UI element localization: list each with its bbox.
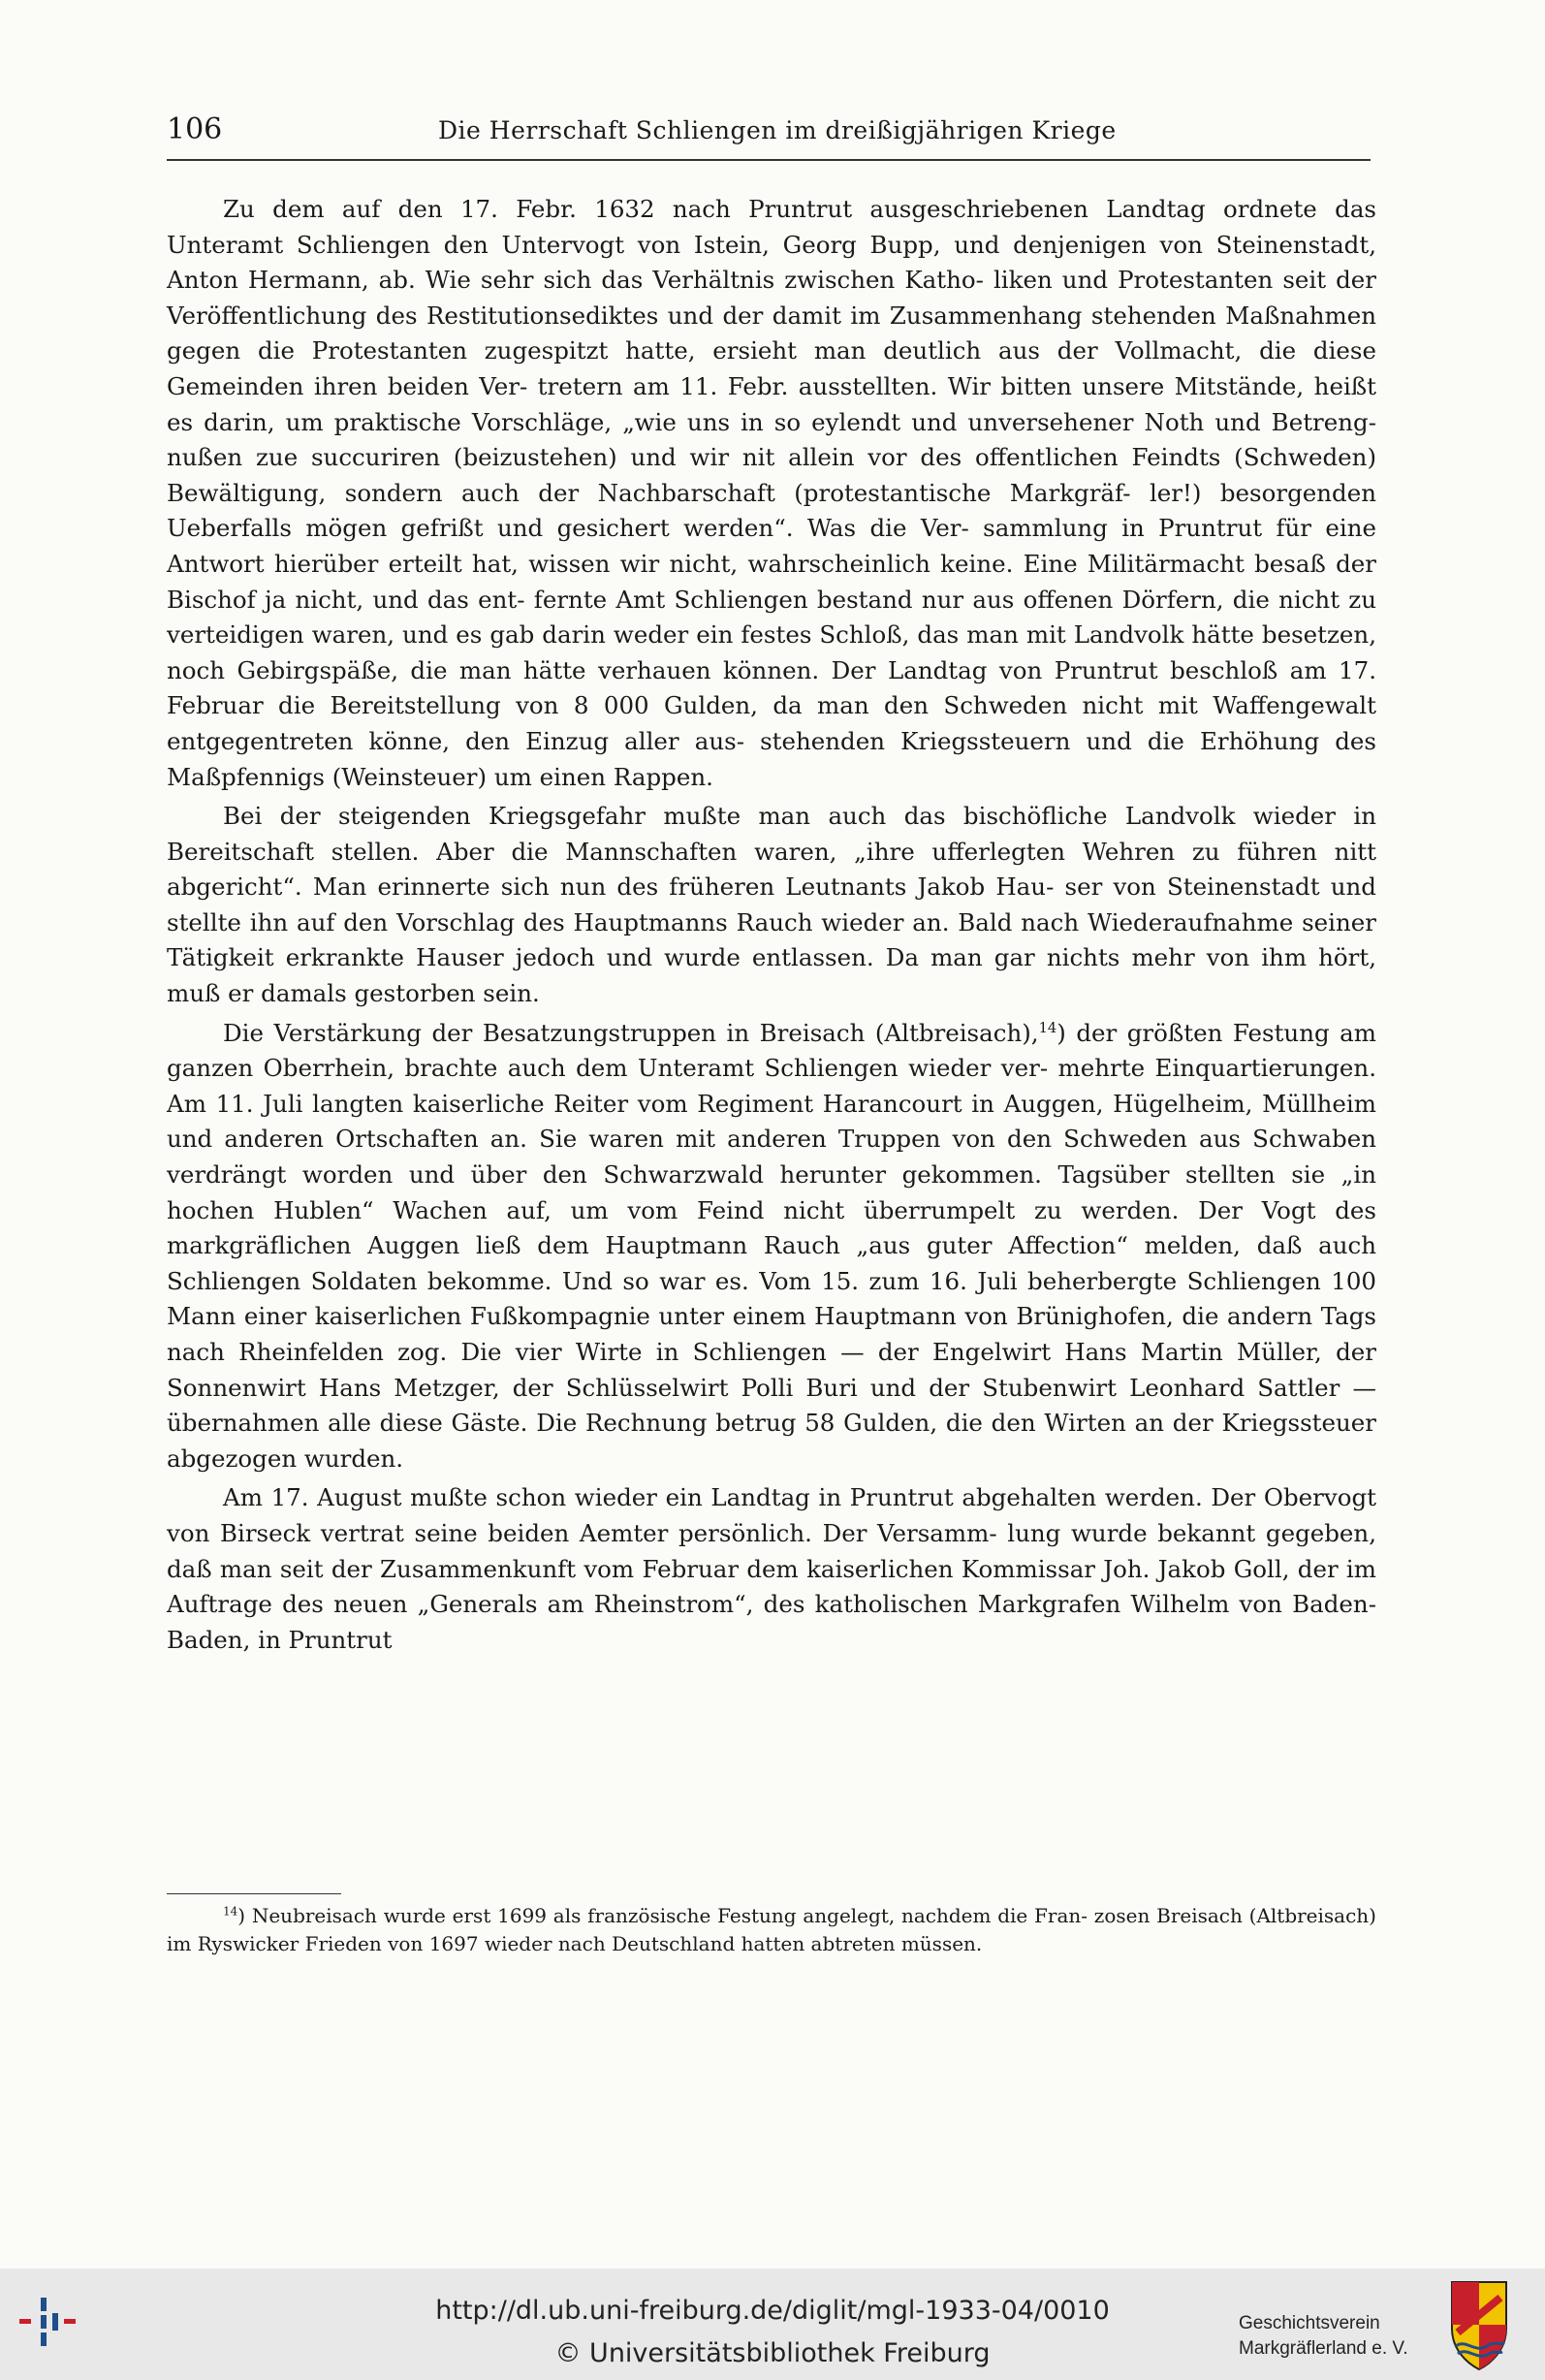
footnote-reference: 14 [1038, 1019, 1057, 1036]
footnote-paragraph [167, 1902, 1376, 1958]
footnote-text: ) Neubreisach wurde erst 1699 als französische Festung angelegt, nachdem die Fran- zosen Breisach (Altbreisach) im Ryswicker Frieden von 1697 wieder nach Deutschland hatten abtreten müssen. [167, 1904, 1376, 1955]
society-name-line-1: Geschichtsverein [1239, 2313, 1380, 2333]
markgraeflerland-crest-icon[interactable] [1448, 2278, 1510, 2371]
footnote [167, 1902, 1376, 1958]
footer-bar [0, 2269, 1545, 2380]
paragraph-3-text-b: ) der größten Festung am ganzen Oberrhein, brachte auch dem Unteramt Schliengen wieder ver- mehrte Einquartierungen. Am 11. Juli langten kaiserliche Reiter vom Regiment Harancourt in Auggen, Hügelheim, Müllheim und anderen Ortschaften an. Sie waren mit anderen Truppen von den Schweden aus Schwaben verdrängt worden und über den Schwarzwald herunter gekommen. Tagsüber stellten sie „in hochen Hublen“ Wachen auf, um vom Feind nicht überrumpelt zu werden. Der Vogt des markgräflichen Auggen ließ dem Hauptmann Rauch „aus guter Affection“ melden, daß auch Schliengen Soldaten bekomme. Und so war es. Vom 15. zum 16. Juli beherbergte Schliengen 100 Mann einer kaiserlichen Fußkompagnie unter einem Hauptmann von Brünighofen, die andern Tags nach Rheinfelden zog. Die vier Wirte in Schliengen — der Engelwirt Hans Martin Müller, der Sonnenwirt Hans Metzger, der Schlüsselwirt Polli Buri und der Stubenwirt Leonhard Sattler — übernahmen alle diese Gäste. Die Rechnung betrug 58 Gulden, die den Wirten an der Kriegssteuer abgezogen wurden. [167, 1018, 1376, 1473]
page-header [167, 109, 1371, 161]
copyright-notice: © Universitätsbibliothek Freiburg [554, 2338, 991, 2368]
running-title: Die Herrschaft Schliengen im dreißigjährigen Kriege [438, 116, 1117, 144]
paragraph-2: Bei der steigenden Kriegsgefahr mußte man auch das bischöfliche Landvolk wieder in Bereitschaft stellen. Aber die Mannschaften waren, „ihre ufferlegten Wehren zu führen nitt abgericht“. Man erinnerte sich nun des früheren Leutnants Jakob Hau- ser von Steinenstadt und stellte ihn auf den Vorschlag des Hauptmanns Rauch wieder an. Bald nach Wiederaufnahme seiner Tätigkeit erkrankte Hauser jedoch und wurde entlassen. Da man gar nichts mehr von ihm hört, muß er damals gestorben sein. [167, 802, 1376, 1008]
document-url[interactable]: http://dl.ub.uni-freiburg.de/diglit/mgl-1933-04/0010 [435, 2296, 1110, 2326]
society-name [1239, 2311, 1423, 2362]
paragraph-1: Zu dem auf den 17. Febr. 1632 nach Pruntrut ausgeschriebenen Landtag ordnete das Unteramt Schliengen den Untervogt von Istein, Georg Bupp, und denjenigen von Steinenstadt, Anton Hermann, ab. Wie sehr sich das Verhältnis zwischen Katho- liken und Protestanten seit der Veröffentlichung des Restitutionsediktes und der damit im Zusammenhang stehenden Maßnahmen gegen die Protestanten zugespitzt hatte, ersieht man deutlich aus der Vollmacht, die diese Gemeinden ihren beiden Ver- tretern am 11. Febr. ausstellten. Wir bitten unsere Mitstände, heißt es darin, um praktische Vorschläge, „wie uns in so eylendt und unversehener Noth und Betreng- nußen zue succuriren (beizustehen) und wir nit allein vor des offentlichen Feindts (Schweden) Bewältigung, sondern auch der Nachbarschaft (protestantische Markgräf- ler!) besorgenden Ueberfalls mögen gefrißt und gesichert werden“. Was die Ver- sammlung in Pruntrut für eine Antwort hierüber erteilt hat, wissen wir nicht, wahrscheinlich keine. Eine Militärmacht besaß der Bischof ja nicht, und das ent- fernte Amt Schliengen bestand nur aus offenen Dörfern, die nicht zu verteidigen waren, und es gab darin weder ein festes Schloß, das man mit Landvolk hätte besetzen, noch Gebirgspäße, die man hätte verhauen können. Der Landtag von Pruntrut beschloß am 17. Februar die Bereitstellung von 8 000 Gulden, da man den Schweden nicht mit Waffengewalt entgegentreten könne, den Einzug aller aus- stehenden Kriegssteuern und die Erhöhung des Maßpfennigs (Weinsteuer) um einen Rappen. [167, 195, 1376, 791]
paragraph-3-text-a: Die Verstärkung der Besatzungstruppen in Breisach (Altbreisach), [223, 1018, 1039, 1047]
paragraph-3 [167, 1016, 1376, 1477]
body-text [167, 192, 1376, 1658]
paragraph-4: Am 17. August mußte schon wieder ein Landtag in Pruntrut abgehalten werden. Der Obervogt von Birseck vertrat seine beiden Aemter persönlich. Der Versamm- lung wurde bekannt gegeben, daß man seit der Zusammenkunft vom Februar dem kaiserlichen Kommissar Joh. Jakob Goll, der im Auftrage des neuen „Generals am Rheinstrom“, des katholischen Markgrafen Wilhelm von Baden-Baden, in Pruntrut [167, 1483, 1376, 1654]
footnote-marker: 14 [223, 1904, 238, 1919]
page-number: 106 [167, 112, 223, 146]
society-name-line-2: Markgräflerland e. V. [1239, 2338, 1408, 2359]
footnote-divider [167, 1893, 341, 1894]
